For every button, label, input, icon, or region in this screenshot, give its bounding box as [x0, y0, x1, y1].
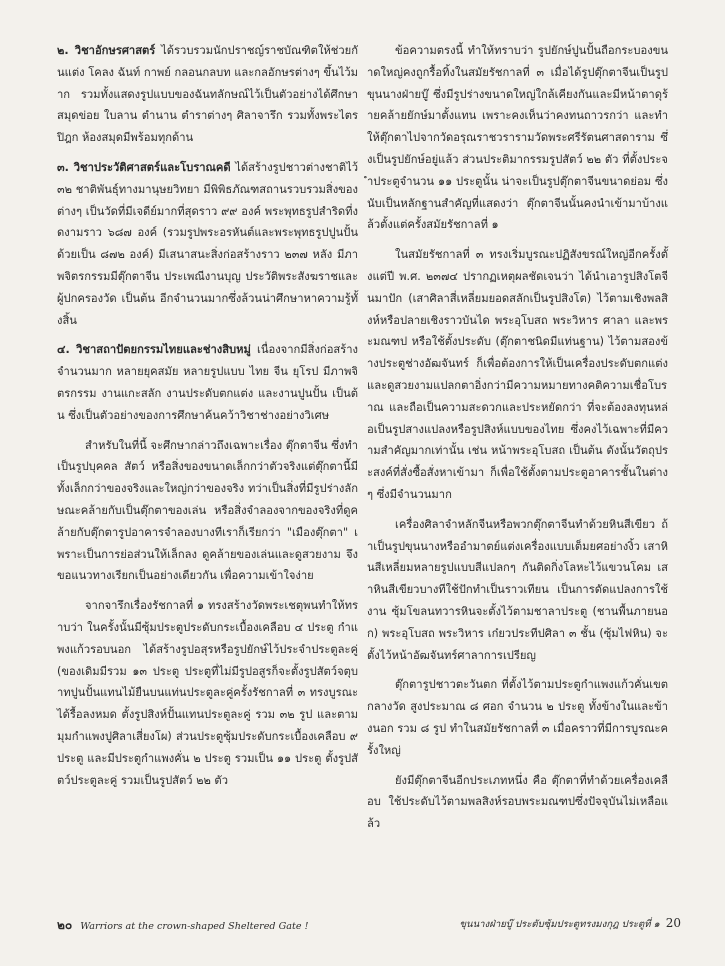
paragraph-text: ตุ๊กตารูปชาวตะวันตก ที่ตั้งไว้ตามประตูกำแพงแก้วคั่นเขตกลางวัด สูงประมาณ ๘ ศอก จำนวน ๒ ประตู ทั้งข้างในและข้างนอก รวม ๘ รูป ทำในสมัยรัชกาลที่ ๓ เมื่อคราวที่มีการบูรณะครั้งใหญ่	[367, 678, 668, 757]
page-number: ๒๐	[57, 918, 73, 932]
left-column	[57, 40, 358, 799]
paragraph-text: เครื่องศิลาจำหลักจีนหรือพวกตุ๊กตาจีนทำด้วยหินสีเขียว ถ้าเป็นรูปขุนนางหรืออำมาตย์แต่งเครื่องแบบเต็มยศอย่างงิ้ว เสาหินสีเหลี่ยมหลายรูปแบบสีแปลกๆ กันติดกิ่งโลหะไว้แขวนโคม เสาหินสีเขียวบางทีใช้ปักทำเป็นราวเทียน เป็นการดัดแปลงการใช้งาน ซุ้มโขลนทวารหินจะตั้งไว้ตามชาลาประตู (ชานพื้นภายนอก) พระอุโบสถ พระวิหาร เก๋ยวประทีปศิลา ๓ ชั้น (ซุ้มไฟหิน) จะตั้งไว้หน้าอัฒจันทร์ศาลาการเปรียญ	[367, 517, 668, 662]
paragraph-text: ยังมีตุ๊กตาจีนอีกประเภทหนึ่ง คือ ตุ๊กตาที่ทำด้วยเครื่องเคลือบ ใช้ประดับไว้ตามพลสิงห์รอบพระมณฑปซึ่งปัจจุบันไม่เหลือแล้ว	[367, 773, 668, 831]
paragraph-text: ข้อความตรงนี้ ทำให้ทราบว่า รูปยักษ์ปูนปั้นถือกระบองขนาดใหญ่คงถูกรื้อทิ้งในสมัยรัชกาลที่ ๓ เมื่อได้รูปตุ๊กตาจีนเป็นรูปขุนนางฝ่ายบู๊ ซึ่งมีรูปร่างขนาดใหญ่ใกล้เคียงกันและมีหน้าตาดุร้ายคล้ายยักษ์มาตั้งแทน เพราะคงเห็นว่าคงทนถาวรกว่า และทำให้ตุ๊กตาไปจากวัดอรุณราชวรารามวัดพระศรีรัตนศาสดาราม ซึ่งเป็นรูปยักษ์อยู่แล้ว ส่วนประติมากรรมรูปสัตว์ ๒๒ ตัว ที่ตั้งประจำประตูจำนวน ๑๑ ประตูนั้น น่าจะเป็นรูปตุ๊กตาจีนขนาดย่อม ซึ่งนับเป็นหลักฐานสำคัญที่แสดงว่า ตุ๊กตาจีนนั้นคงนำเข้ามาบ้างแล้วตั้งแต่ครั้งสมัยรัชกาลที่ ๑	[367, 44, 668, 232]
running-title: Warriors at the crown-shaped Sheltered Gate !	[80, 921, 309, 932]
page-number: 20	[665, 916, 681, 930]
section-heading: ๔. วิชาสถาปัตยกรรมไทยและช่างสิบหมู่	[57, 343, 251, 357]
section-heading: ๒. วิชาอักษรศาสตร์	[57, 44, 156, 57]
footer-right	[459, 916, 681, 932]
paragraph-history-archaeology	[57, 157, 358, 331]
running-title: ขุนนางฝ่ายบู๊ ประตับซุ้มประตูทรงมงกุฎ ประตูที่ ๑	[459, 919, 660, 930]
paragraph-text: ได้รวบรวมนักปราชญ์ราชบัณฑิตให้ช่วยกันแต่ง โคลง ฉันท์ กาพย์ กลอนกลบท และกลอักษรต่างๆ ขึ้นไว้มาก รวมทั้งแสดงรูปแบบของฉันทลักษณ์ไว้เป็นตัวอย่างได้ศึกษา สมุดข่อย ใบลาน ตำนาน ตำราต่างๆ ศิลาจารึก รวมทั้งพระไตรปิฎก ห้องสมุดมีพร้อมทุกด้าน	[57, 44, 358, 145]
paragraph-text: เนื่องจากมีสิ่งก่อสร้างจำนวนมาก หลายยุคสมัย หลายรูปแบบ ไทย จีน ยุโรป มีภาพจิตรกรรม งานแกะสลัก งานประดับตกแต่ง และงานปูนปั้น เป็นต้น ซึ่งเป็นตัวอย่างของการศึกษาค้นคว้าวิชาช่างอย่างวิเศษ	[57, 343, 359, 422]
footer-left	[57, 916, 308, 935]
paragraph-text: ในสมัยรัชกาลที่ ๓ ทรงเริ่มบูรณะปฏิสังขรณ์ใหญ่อีกครั้งตั้งแต่ปี พ.ศ. ๒๓๗๔ ปรากฏเหตุผลชัดเจนว่า ได้นำเอารูปสิงโตจีนมาปัก (เสาศิลาสี่เหลี่ยมยอดสลักเป็นรูปสิงโต) ไว้ตามเชิงพลสิงห์หรือปลายเชิงราวบันได พระอุโบสถ พระวิหาร ศาลา และพระมณฑป หรือใช้ตั้งประดับ (ตุ๊กตาชนิดมีแท่นฐาน) ไว้ตามสองข้างประตูช่างอัฒจันทร์ ก็เพื่อต้องการให้เป็นเครื่องประดับตกแต่งและดูสวยงามแปลกตาอิ่งกว่ามีความหมายทางคติความเชื่อโบราณ และถือเป็นความสะดวกและประหยัดกว่า ที่จะต้องลงทุนหล่อเป็นรูปสางแปลงหรือรูปสิงห์แบบของไทย ซึ่งคงไว้เฉพาะที่มีความสำคัญมากเท่านั้น เช่น หน้าพระอุโบสถ เป็นต้น ดังนั้นวัตถุประสงค์ที่สั่งซื้อสั่งหาเข้ามา ก็เพื่อใช้ตั้งตามประตูอาคารชั้นในต่างๆ ซึ่งมีจำนวนมาก	[367, 248, 668, 501]
paragraph-architecture	[57, 339, 358, 426]
right-column	[367, 40, 668, 843]
paragraph-text: ได้สร้างรูปชาวต่างชาติไว้ ๓๒ ชาติพันธุ์ทางมานุษยวิทยา มีพิพิธภัณฑสถานรวบรวมสิ่งของต่างๆ เป็นวัดที่มีเจดีย์มากที่สุดราว ๙๙ องค์ พระพุทธรูปสำริดที่งดงามราว ๖๘๗ องค์ (รวมรูปพระอรหันต์และพระพุทธรูปปูนปั้นด้วยเป็น ๘๗๒ องค์) มีเสนาสนะสิ่งก่อสร้างราว ๒๓๗ หลัง มีภาพจิตรกรรมมีตุ๊กตาจีน ประเพณีงานบุญ ประวัติพระสังฆราชและผู้ปกครองวัด เป็นต้น อีกจำนวนมากซึ่งล้วนน่าศึกษาหาความรู้ทั้งสิ้น	[57, 160, 358, 327]
section-heading: ๓. วิชาประวัติศาสตร์และโบราณคดี	[57, 160, 231, 174]
paragraph-text: จากจารึกเรื่องรัชกาลที่ ๑ ทรงสร้างวัดพระเชตุพนทำให้ทราบว่า ในครั้งนั้นมีซุ้มประตูประดับกระเบื้องเคลือบ ๔ ประตู กำแพงแก้วรอบนอก ได้สร้างรูปอสุรหรือรูปยักษ์ไว้ประจำประตูละคู่ (ของเดิมมีรวม ๑๓ ประตู ประตูที่ไม่มีรูปอสูรก็จะตั้งรูปสัตว์จตุบาทปูนปั้นแทนไม้ยืนบนแท่นประตูละคู่ครั้งรัชกาลที่ ๓ ทรงบูรณะได้รื้อลงหมด ตั้งรูปสิงห์ปั้นแทนประตูละคู่ รวม ๓๒ รูป และตามมุมกำแพงปูศิลาเสี่ยงโผ) ส่วนประตูซุ้มประดับกระเบื้องเคลือบ ๙ ประตู และมีประตูกำแพงคั่น ๒ ประตู รวมเป็น ๑๑ ประตู ตั้งรูปสัตว์ประตูละคู่ รวมเป็นรูปสัตว์ ๒๒ ตัว	[57, 599, 358, 787]
page-footer	[0, 916, 725, 936]
paragraph-literature	[57, 40, 358, 149]
paragraph-text: สำหรับในที่นี้ จะศึกษากล่าวถึงเฉพาะเรื่อง ตุ๊กตาจีน ซึ่งทำเป็นรูปบุคคล สัตว์ หรือสิ่งของขนาดเล็กกว่าตัวจริงแต่ตุ๊กตานี้มีทั้งเล็กกว่าของจริงและใหญ่กว่าของจริง ทว่าเป็นสิ่งที่มีรูปร่างลักษณะคล้ายกับเป็นตุ๊กตาของเล่น หรือสิ่งจำลองจากของจริงที่ดูคล้ายกับตุ๊กตารูปอาคารจำลองบางทีเราก็เรียกว่า "เมืองตุ๊กตา" เพราะเป็นการย่อส่วนให้เล็กลง ดูคล้ายของเล่นและดูสวยงาม จึงขอแนวทางเรียกเป็นอย่างเดียวกัน เพื่อความเข้าใจง่าย	[57, 438, 358, 583]
